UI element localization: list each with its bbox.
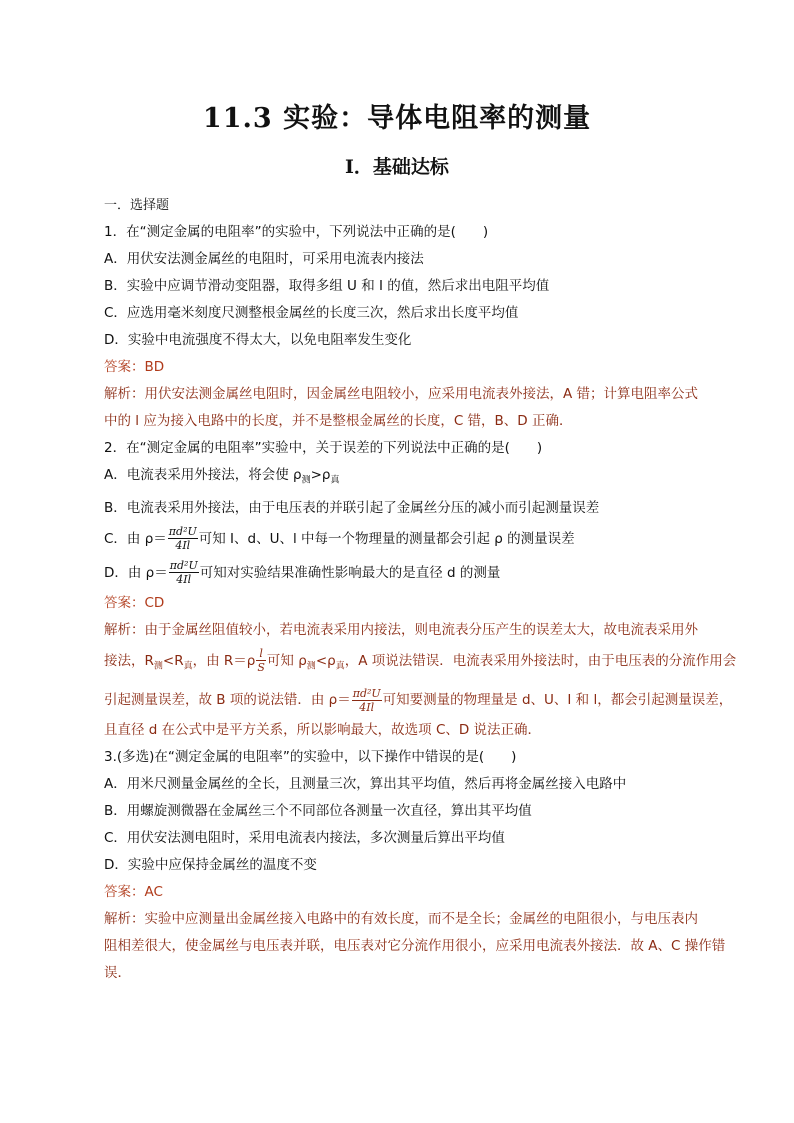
question-3-option-b: B．用螺旋测微器在金属丝三个不同部位各测量一次直径，算出其平均值 (104, 803, 532, 820)
question-2-explanation-line: 且直径 d 在公式中是平方关系，所以影响最大，故选项 C、D 说法正确． (104, 722, 542, 739)
question-2-stem: 2．在“测定金属的电阻率”实验中，关于误差的下列说法中正确的是( ) (104, 440, 543, 456)
fraction-numerator: πd²U (168, 525, 197, 539)
option-c-prefix: C．由 ρ＝ (104, 530, 167, 547)
question-3-answer: 答案：AC (104, 884, 163, 901)
resistivity-formula-fraction (169, 559, 199, 586)
fraction-numerator: πd²U (169, 559, 198, 573)
question-2-option-d (104, 556, 724, 590)
content-body (104, 192, 737, 987)
question-1-option-b: B．实验中应调节滑动变阻器，取得多组 U 和 I 的值，然后求出电阻平均值 (104, 278, 550, 294)
question-2-option-c (104, 522, 724, 556)
resistivity-formula-fraction (168, 525, 198, 552)
question-1-stem: 1．在“测定金属的电阻率”的实验中，下列说法中正确的是( ) (104, 224, 489, 240)
question-3-stem: 3.(多选)在“测定金属的电阻率”的实验中，以下操作中错误的是( ) (104, 749, 517, 766)
question-3-option-a: A．用米尺测量金属丝的全长，且测量三次，算出其平均值，然后再将金属丝接入电路中 (104, 776, 627, 793)
option-c-suffix: 可知 I、d、U、l 中每一个物理量的测量都会引起 ρ 的测量误差 (198, 530, 575, 547)
question-3-explanation-line: 阻相差很大，使金属丝与电压表并联，电压表对它分流作用很小，应采用电流表外接法．故 A、C 操作错 (104, 938, 726, 955)
subscript-true: 真 (330, 475, 340, 486)
exp-text: 可知要测量的物理量是 d、U、I 和 l，都会引起测量误差， (382, 692, 733, 709)
question-1-answer: 答案：BD (104, 359, 165, 375)
length-area-fraction (256, 647, 266, 674)
question-3-option-c: C．用伏安法测电阻时，采用电流表内接法，多次测量后算出平均值 (104, 830, 505, 847)
option-a-text: A．电流表采用外接法，将会使 ρ (104, 467, 302, 483)
fraction-denominator: 4Il (175, 539, 191, 553)
question-2-answer: 答案：CD (104, 594, 165, 611)
subscript-true: 真 (183, 661, 193, 672)
exp-text: 引起测量误差，故 B 项的说法错．由 ρ＝ (104, 692, 351, 709)
question-2-explanation-line: 解析：由于金属丝阻值较小，若电流表采用内接法，则电流表分压产生的误差太大，故电流表采用外 (104, 621, 698, 638)
question-3-explanation-line: 误． (104, 965, 131, 982)
exp-text: <ρ (315, 652, 336, 669)
section-heading: Ⅰ．基础达标 (345, 156, 449, 178)
fraction-denominator: S (257, 661, 265, 675)
page-title: 11.3 实验：导体电阻率的测量 (202, 103, 592, 134)
question-2-option-a (104, 462, 724, 495)
question-3-option-d: D．实验中应保持金属丝的温度不变 (104, 857, 317, 874)
exp-text: 接法，R (104, 652, 154, 669)
question-2-explanation-line (104, 683, 733, 717)
fraction-denominator: 4Il (359, 700, 375, 714)
fraction-numerator: l (256, 647, 266, 661)
option-d-prefix: D．由 ρ＝ (104, 564, 168, 581)
question-1-explanation-line: 解析：用伏安法测金属丝电阻时，因金属丝电阻较小，应采用电流表外接法，A 错；计算电阻率公式 (104, 386, 699, 402)
exp-text: 可知 ρ (266, 652, 307, 669)
question-1-option-d: D．实验中电流强度不得太大，以免电阻率发生变化 (104, 332, 412, 348)
exp-text: <R (162, 652, 184, 669)
subscript-measured: 测 (306, 661, 316, 672)
subscript-measured: 测 (301, 475, 311, 486)
subscript-true: 真 (335, 661, 345, 672)
question-1-option-c: C．应选用毫米刻度尺测整根金属丝的长度三次，然后求出长度平均值 (104, 305, 519, 321)
subscript-measured: 测 (153, 661, 163, 672)
question-3-explanation-line: 解析：实验中应测量出金属丝接入电路中的有效长度，而不是全长；金属丝的电阻很小，与电压表内 (104, 911, 698, 928)
fraction-numerator: πd²U (352, 686, 381, 700)
question-2-explanation-line (104, 644, 737, 684)
section-label: 一．选择题 (104, 198, 170, 213)
fraction-denominator: 4Il (176, 573, 192, 587)
exp-text: ，由 R＝ρ (192, 652, 256, 669)
option-a-compare: >ρ (310, 467, 331, 483)
question-1-explanation-line: 中的 l 应为接入电路中的长度，并不是整根金属丝的长度，C 错，B、D 正确． (104, 413, 573, 429)
question-2-option-b: B．电流表采用外接法，由于电压表的并联引起了金属丝分压的减小而引起测量误差 (104, 499, 600, 516)
option-d-suffix: 可知对实验结果准确性影响最大的是直径 d 的测量 (199, 564, 501, 581)
question-1-option-a: A．用伏安法测金属丝的电阻时，可采用电流表内接法 (104, 251, 424, 267)
resistivity-formula-fraction (352, 687, 382, 714)
exp-text: ，A 项说法错误．电流表采用外接法时，由于电压表的分流作用会 (344, 652, 737, 669)
